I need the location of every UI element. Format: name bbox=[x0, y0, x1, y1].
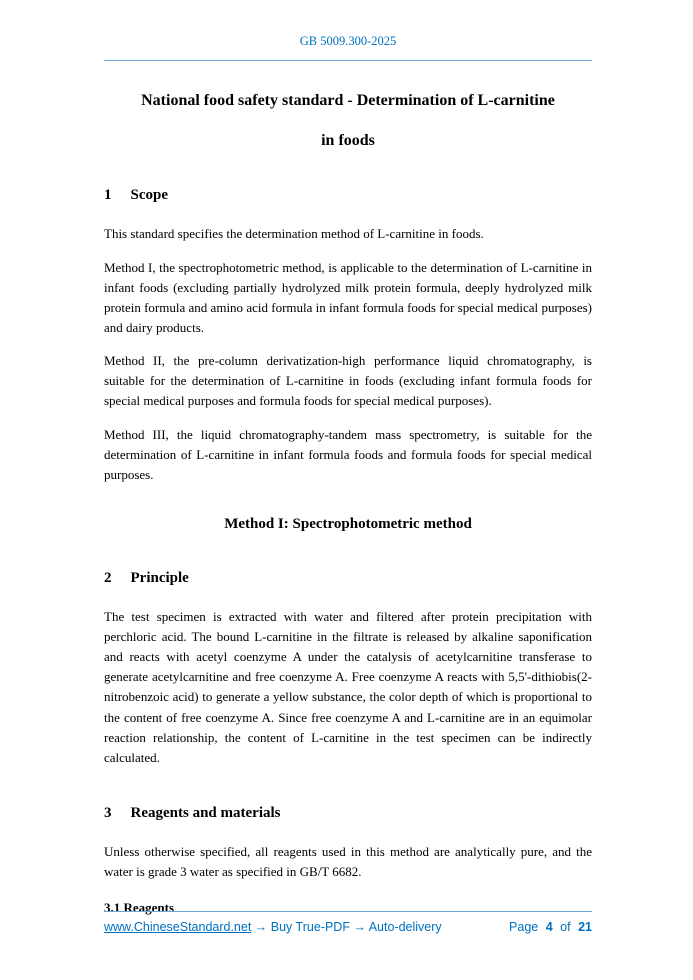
section-number: 1 bbox=[104, 187, 112, 204]
footer-left bbox=[104, 920, 442, 934]
paragraph-scope-2: Method I, the spectrophotometric method, is applicable to the determination of L-carnitine in infant foods (excluding partially hydrolyzed milk protein formula, deeply hydrolyzed milk protein formula and amino acid formula in infant formula foods for special medical purposes) and dairy products. bbox=[104, 259, 592, 335]
section-heading-principle bbox=[104, 569, 592, 587]
paragraph-principle-1: The test specimen is extracted with water and filtered after protein precipitation with perchloric acid. The bound L-carnitine in the filtrate is released by alkaline saponification and reacts with acetyl coenzyme A under the catalysis of acetylcarnitine transferase to generate acetylcarnitine and free coenzyme A. Free coenzyme A reacts with 5,5'-dithiobis(2-nitrobenzoic acid) to generate a yellow substance, the color depth of which is proportional to the content of free coenzyme A. Since free coenzyme A and L-carnitine are in an equimolar reaction relationship, the content of L-carnitine in the test specimen can be indirectly calculated. bbox=[104, 608, 592, 765]
subheading-reagents-3-1: 3.1 Reagents bbox=[104, 900, 175, 916]
section-title: Reagents and materials bbox=[130, 805, 281, 822]
paragraph-reagents-1: Unless otherwise specified, all reagents used in this method are analytically pure, and the water is grade 3 water as specified in GB/T 6682. bbox=[104, 844, 592, 880]
section-heading-scope bbox=[104, 186, 592, 204]
document-footer bbox=[104, 911, 592, 934]
paragraph-scope-4: Method III, the liquid chromatography-tandem mass spectrometry, is suitable for the determination of L-carnitine in infant formula foods and formula foods for special medical purposes. bbox=[104, 426, 592, 482]
section-heading-reagents bbox=[104, 804, 592, 822]
page-label: Page bbox=[509, 920, 539, 934]
method1-heading: Method I: Spectrophotometric method bbox=[224, 515, 472, 532]
doc-number: GB 5009.300-2025 bbox=[299, 34, 397, 48]
title-line-2: in foods bbox=[321, 132, 375, 150]
page-number: 4 bbox=[545, 920, 553, 934]
paragraph-scope-1: This standard specifies the determination method of L-carnitine in foods. bbox=[104, 226, 484, 242]
footer-page-indicator bbox=[505, 920, 592, 934]
section-number: 3 bbox=[104, 805, 112, 822]
title-line-1: National food safety standard - Determination of L-carnitine bbox=[141, 92, 555, 109]
section-number: 2 bbox=[104, 569, 112, 586]
document-title bbox=[104, 91, 592, 150]
page-of-label: of bbox=[560, 920, 571, 934]
footer-tagline: → Buy True-PDF → Auto-delivery bbox=[254, 920, 442, 934]
paragraph-scope-3: Method II, the pre-column derivatization-high performance liquid chromatography, is suitable for the determination of L-carnitine in foods (excluding infant formula foods for special medical purposes and formula foods for special medical purposes). bbox=[104, 353, 592, 409]
footer-website-link[interactable]: www.ChineseStandard.net bbox=[104, 920, 252, 934]
section-title: Scope bbox=[130, 187, 168, 204]
section-title: Principle bbox=[130, 569, 189, 586]
document-header bbox=[104, 34, 592, 61]
page-total: 21 bbox=[578, 920, 592, 934]
